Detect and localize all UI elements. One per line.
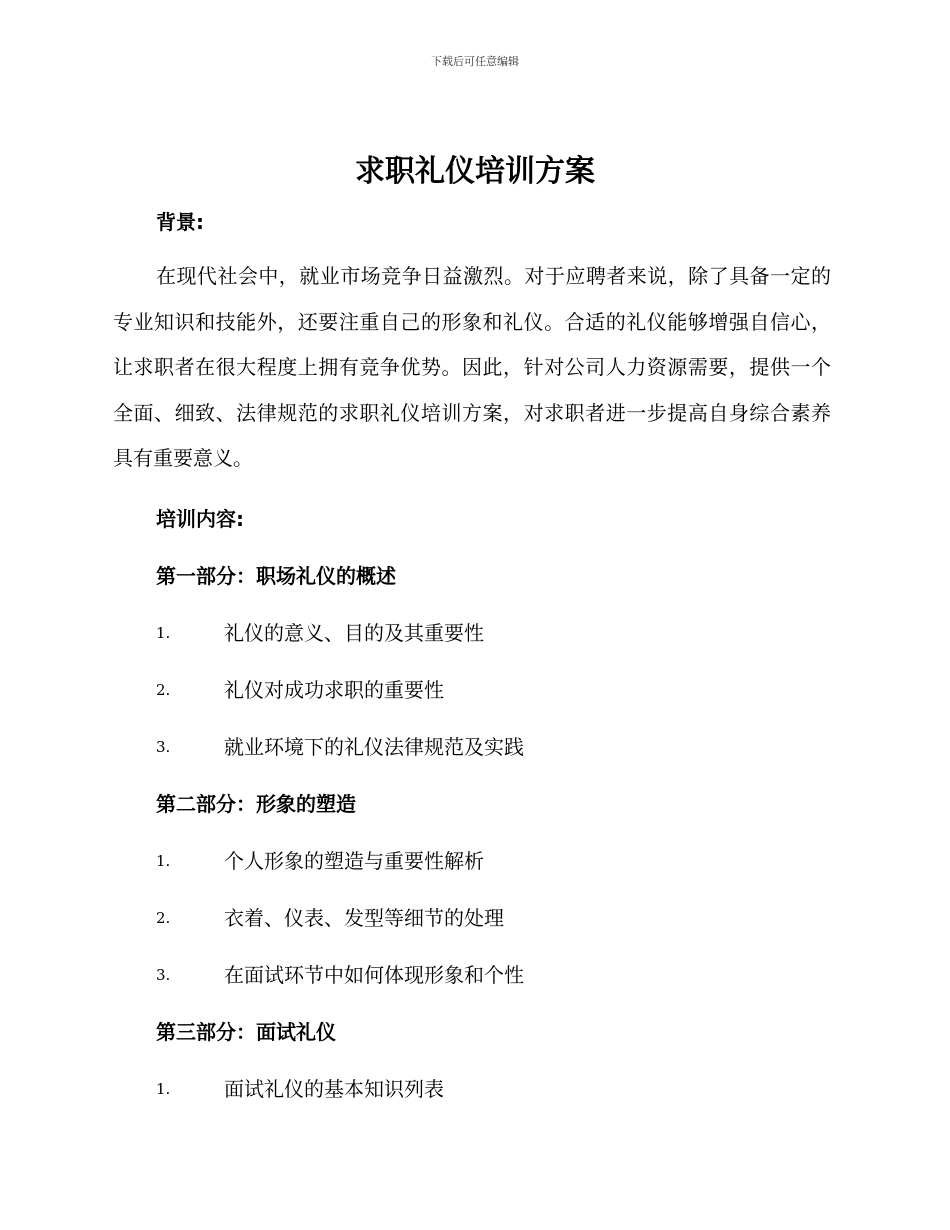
list-item xyxy=(113,727,831,767)
part-2-heading: 第二部分：形象的塑造 xyxy=(156,791,356,816)
list-item xyxy=(113,613,831,653)
part-1-heading: 第一部分：职场礼仪的概述 xyxy=(156,563,396,588)
background-paragraph: 在现代社会中，就业市场竞争日益激烈。对于应聘者来说，除了具备一定的专业知识和技能外，还要注重自己的形象和礼仪。合适的礼仪能够增强自信心，让求职者在很大程度上拥有竞争优势。因此，针对公司人力资源需要，提供一个全面、细致、法律规范的求职礼仪培训方案，对求职者进一步提高自身综合素养具有重要意义。 xyxy=(113,264,831,470)
list-number: 1. xyxy=(156,851,171,870)
list-text: 在面试环节中如何体现形象和个性 xyxy=(224,962,524,987)
list-number: 1. xyxy=(156,623,171,642)
list-item xyxy=(113,955,831,995)
list-number: 3. xyxy=(156,737,171,756)
list-number: 2. xyxy=(156,680,171,699)
list-item xyxy=(113,1069,831,1109)
list-text: 就业环境下的礼仪法律规范及实践 xyxy=(224,734,524,759)
list-number: 1. xyxy=(156,1079,171,1098)
list-number: 2. xyxy=(156,908,171,927)
list-text: 面试礼仪的基本知识列表 xyxy=(224,1076,444,1101)
training-heading: 培训内容: xyxy=(156,506,244,531)
list-number: 3. xyxy=(156,965,171,984)
list-text: 礼仪的意义、目的及其重要性 xyxy=(224,620,484,645)
list-item xyxy=(113,670,831,710)
part-3-heading: 第三部分：面试礼仪 xyxy=(156,1019,336,1044)
list-text: 礼仪对成功求职的重要性 xyxy=(224,677,444,702)
list-text: 衣着、仪表、发型等细节的处理 xyxy=(224,905,504,930)
list-item xyxy=(113,841,831,881)
background-heading: 背景: xyxy=(156,210,204,234)
list-text: 个人形象的塑造与重要性解析 xyxy=(224,848,484,873)
page-header-note: 下载后可任意编辑 xyxy=(431,55,519,68)
document-body xyxy=(113,202,831,1109)
document-title: 求职礼仪培训方案 xyxy=(355,154,595,189)
list-item xyxy=(113,898,831,938)
